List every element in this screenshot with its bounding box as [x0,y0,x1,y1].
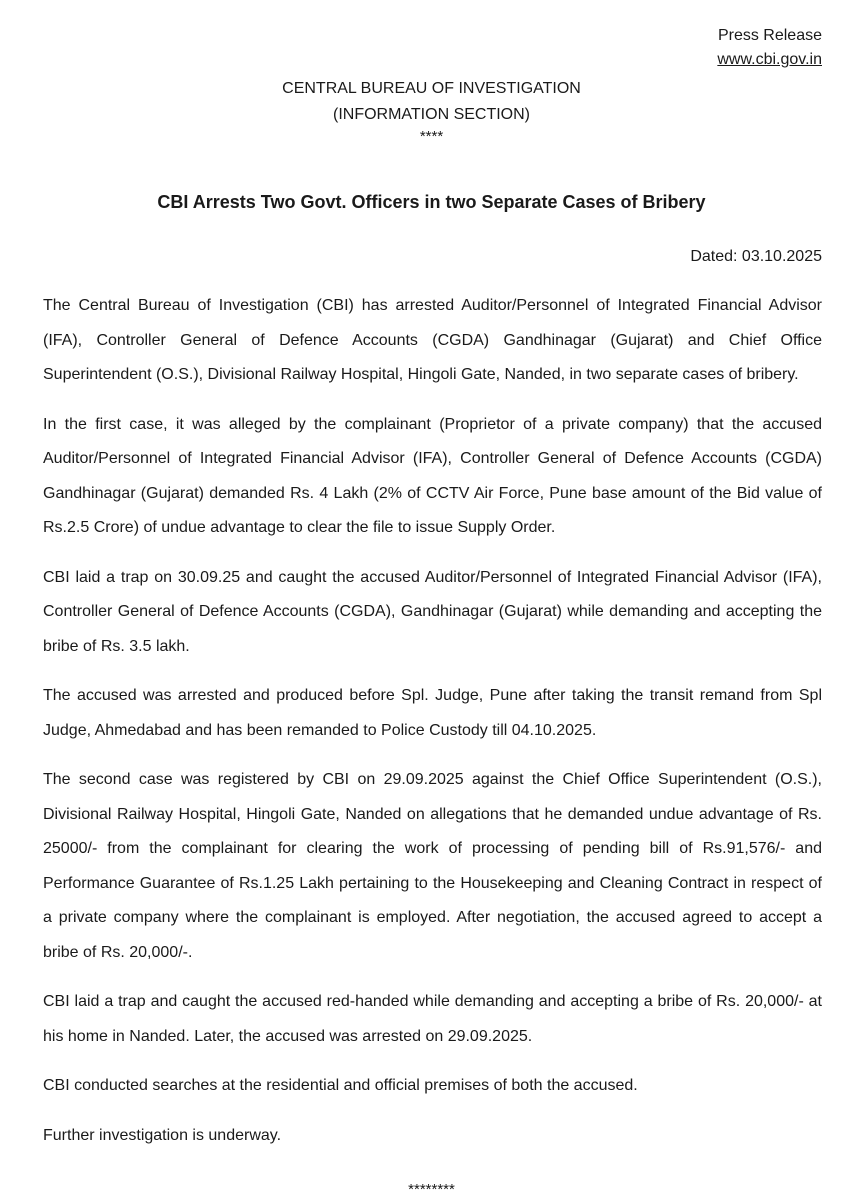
paragraph-intro: The Central Bureau of Investigation (CBI) has arrested Auditor/Personnel of Integrated Financial Advisor (IFA), Controller General of Defence Accounts (CGDA) Gandhinagar (Gujarat) and Chief Office Superintendent (O.S.), Divisional Railway Hospital, Hingoli Gate, Nanded, in two separate cases of bribery. [43,297,822,383]
paragraph-second-case: The second case was registered by CBI on 29.09.2025 against the Chief Office Superintendent (O.S.), Divisional Railway Hospital, Hingoli Gate, Nanded on allegations that he demanded undue advantage of Rs. 25000/- from the complainant for clearing the work of processing of pending bill of Rs.91,576/- and Performance Guarantee of Rs.1.25 Lakh pertaining to the Housekeeping and Cleaning Contract in respect of a private company where the complainant is employed. After negotiation, the accused agreed to accept a bribe of Rs. 20,000/-. [43,771,822,961]
page-title: CBI Arrests Two Govt. Officers in two Separate Cases of Bribery [157,192,706,212]
paragraph-searches: CBI conducted searches at the residential and official premises of both the accused. [43,1077,638,1094]
header-separator: **** [419,128,444,145]
press-release-header [717,24,822,72]
press-release-label: Press Release [717,27,822,44]
paragraph-first-arrest: The accused was arrested and produced before Spl. Judge, Pune after taking the transit remand from Spl Judge, Ahmedabad and has been remanded to Police Custody till 04.10.2025. [43,687,822,739]
footer-separator: ******** [408,1181,455,1198]
paragraph-first-case: In the first case, it was alleged by the complainant (Proprietor of a private company) that the accused Auditor/Personnel of Integrated Financial Advisor (IFA), Controller General of Defence Accounts (CGDA) Gandhinagar (Gujarat) demanded Rs. 4 Lakh (2% of CCTV Air Force, Pune base amount of the Bid value of Rs.2.5 Crore) of undue advantage to clear the file to issue Supply Order. [43,415,822,536]
organization-header [0,76,863,146]
paragraph-second-trap: CBI laid a trap and caught the accused red-handed while demanding and accepting a bribe of Rs. 20,000/- at his home in Nanded. Later, the accused was arrested on 29.09.2025. [43,993,822,1045]
release-date: Dated: 03.10.2025 [690,248,822,265]
organization-name: CENTRAL BUREAU OF INVESTIGATION [282,80,581,97]
website-link[interactable]: www.cbi.gov.in [717,51,822,68]
organization-section: (INFORMATION SECTION) [332,106,531,123]
press-release-body [43,289,822,1168]
paragraph-investigation: Further investigation is underway. [43,1126,282,1144]
paragraph-first-trap: CBI laid a trap on 30.09.25 and caught the accused Auditor/Personnel of Integrated Financial Advisor (IFA), Controller General of Defence Accounts (CGDA), Gandhinagar (Gujarat) while demanding and accepting the bribe of Rs. 3.5 lakh. [43,568,822,655]
